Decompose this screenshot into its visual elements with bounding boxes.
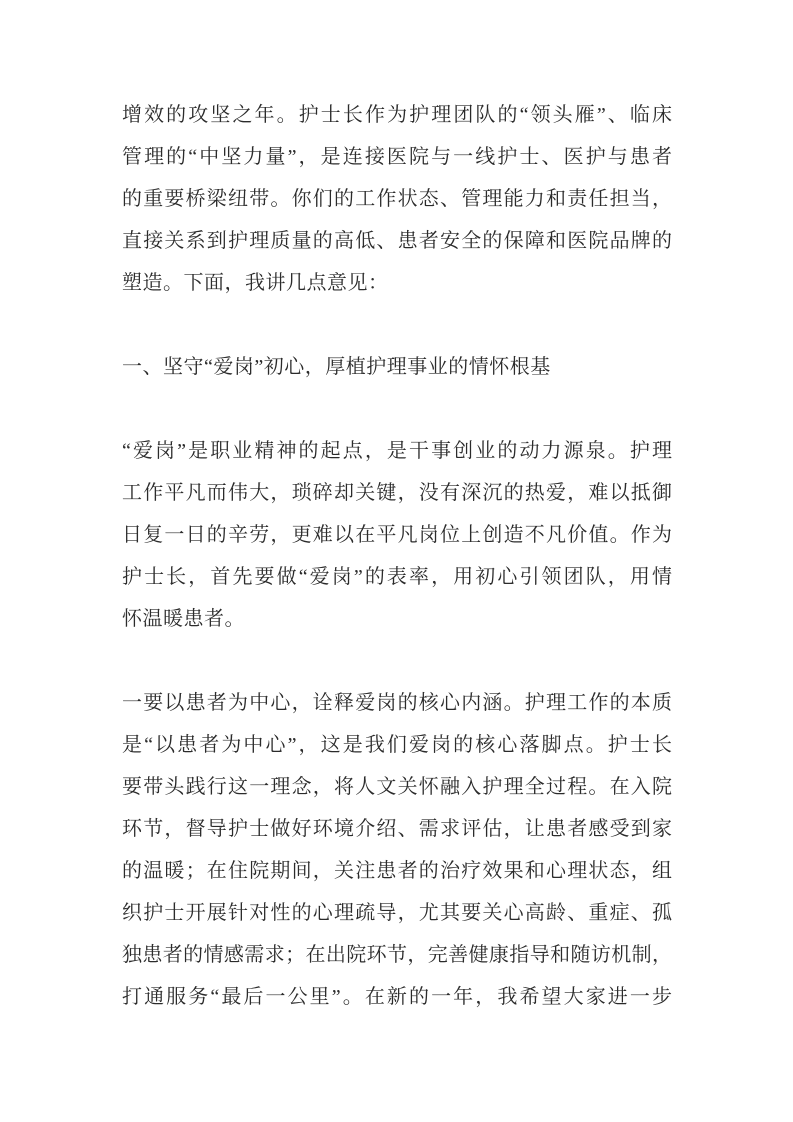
paragraph bbox=[122, 430, 672, 640]
paragraph bbox=[122, 94, 672, 304]
text-line: 的温暖；在住院期间，关注患者的治疗效果和心理状态，组 bbox=[122, 860, 672, 882]
text-line: 增效的攻坚之年。护士长作为护理团队的“领头雁”、临床 bbox=[122, 104, 672, 126]
paragraph bbox=[122, 682, 672, 1018]
section-heading bbox=[122, 346, 672, 388]
document-text bbox=[122, 94, 672, 1018]
text-line: 一要以患者为中心，诠释爱岗的核心内涵。护理工作的本质 bbox=[122, 692, 672, 714]
text-line: 的重要桥梁纽带。你们的工作状态、管理能力和责任担当， bbox=[122, 188, 672, 210]
text-line: 是“以患者为中心”，这是我们爱岗的核心落脚点。护士长 bbox=[122, 734, 672, 756]
text-line: “爱岗”是职业精神的起点，是干事创业的动力源泉。护理 bbox=[122, 440, 672, 462]
text-line: 怀温暖患者。 bbox=[122, 608, 245, 630]
text-line: 环节，督导护士做好环境介绍、需求评估，让患者感受到家 bbox=[122, 818, 672, 840]
text-line: 日复一日的辛劳，更难以在平凡岗位上创造不凡价值。作为 bbox=[122, 524, 672, 546]
text-line: 工作平凡而伟大，琐碎却关键，没有深沉的热爱，难以抵御 bbox=[122, 482, 672, 504]
text-line: 护士长，首先要做“爱岗”的表率，用初心引领团队，用情 bbox=[122, 566, 672, 588]
text-line: 一、坚守“爱岗”初心，厚植护理事业的情怀根基 bbox=[122, 356, 551, 378]
text-line: 塑造。下面，我讲几点意见： bbox=[122, 272, 389, 294]
text-line: 直接关系到护理质量的高低、患者安全的保障和医院品牌的 bbox=[122, 230, 672, 252]
text-line: 打通服务“最后一公里”。在新的一年，我希望大家进一步 bbox=[122, 986, 672, 1008]
text-line: 织护士开展针对性的心理疏导，尤其要关心高龄、重症、孤 bbox=[122, 902, 672, 924]
text-line: 独患者的情感需求；在出院环节，完善健康指导和随访机制， bbox=[122, 944, 672, 966]
text-line: 要带头践行这一理念，将人文关怀融入护理全过程。在入院 bbox=[122, 776, 672, 798]
text-line: 管理的“中坚力量”，是连接医院与一线护士、医护与患者 bbox=[122, 146, 672, 168]
